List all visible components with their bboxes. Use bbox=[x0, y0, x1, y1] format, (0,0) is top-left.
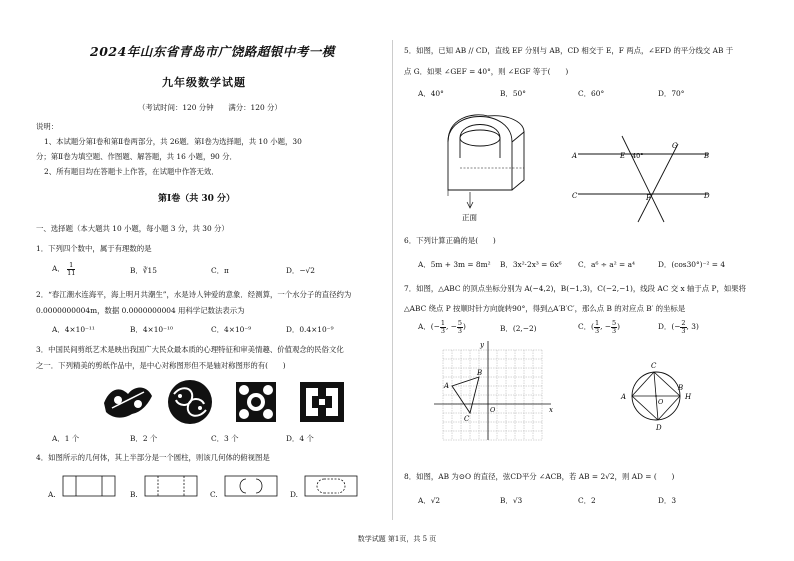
figure-label: H bbox=[685, 393, 692, 401]
q2-line2: 0.0000000004m，数据 0.0000000004 用科学记数法表示为 bbox=[36, 306, 245, 315]
q7-a-n1: 1 bbox=[440, 319, 445, 327]
grid-label: C bbox=[464, 415, 470, 423]
q2-option-a[interactable]: A．4×10⁻¹¹ bbox=[52, 325, 95, 334]
q4-figure-c bbox=[224, 474, 278, 498]
q4-front-label: 正面 bbox=[462, 213, 477, 222]
q1-stem: 1．下列四个数中，属于有理数的是 bbox=[36, 244, 152, 253]
q7-line1: 7．如图，△ABC 的顶点坐标分别为 A(−4,2)，B(−1,3)，C(−2,−1)，线段 AC 交 x 轴于点 P，如果将 bbox=[404, 284, 747, 293]
q7-option-b[interactable]: B．(2,−2) bbox=[500, 324, 537, 333]
exam-subtitle: 九年级数学试题 bbox=[162, 76, 246, 89]
q3-line1: 3．中国民间剪纸艺术是映出我国广大民众最本质的心理特征和审美情趣、价值观念的民俗文化 bbox=[36, 345, 344, 354]
q7-grid-figure bbox=[430, 338, 560, 442]
q3-papercut-figures bbox=[102, 378, 382, 428]
exam-title: 2024年山东省青岛市广饶路超银中考一模 bbox=[90, 44, 335, 59]
papercut-1-icon bbox=[104, 388, 152, 418]
q8-option-b[interactable]: B．√3 bbox=[500, 496, 523, 505]
grid-label: x bbox=[549, 406, 553, 414]
q4-option-c[interactable]: C. bbox=[210, 490, 218, 499]
grid-label: B bbox=[477, 369, 483, 377]
q2-option-b[interactable]: B．4×10⁻¹⁰ bbox=[130, 325, 173, 334]
papercut-4-icon bbox=[300, 382, 344, 422]
figure-label: 40° bbox=[632, 152, 644, 160]
q1-a-den: 11 bbox=[67, 268, 76, 277]
instruction-1: 1、本试题分第Ⅰ卷和第Ⅱ卷两部分，共 26题．第Ⅰ卷为选择题，共 10 小题，30 bbox=[44, 137, 302, 146]
q8-option-a[interactable]: A．√2 bbox=[418, 496, 441, 505]
q4-figure-b bbox=[144, 474, 198, 498]
q7-a-n2: 5 bbox=[457, 319, 462, 327]
q5-option-a[interactable]: A．40° bbox=[418, 89, 444, 98]
q6-option-b[interactable]: B．3x²·2x³ = 6x⁶ bbox=[500, 260, 562, 269]
papercut-3-icon bbox=[236, 382, 276, 422]
q5-line1: 5．如图，已知 AB // CD，直线 EF 分别与 AB，CD 相交于 E，F 两点，∠EFD 的平分线交 AB 于 bbox=[404, 46, 734, 55]
q2-option-d[interactable]: D．0.4×10⁻⁹ bbox=[286, 325, 334, 334]
q3-option-d[interactable]: D．4 个 bbox=[286, 434, 314, 443]
figure-label: G bbox=[672, 142, 678, 150]
q1-a-num: 1 bbox=[67, 262, 75, 270]
q3-option-c[interactable]: C．3 个 bbox=[211, 434, 239, 443]
part-title: 一、选择题（本大题共 10 小题，每小题 3 分，共 30 分） bbox=[36, 224, 229, 233]
q7-c-label: C．( bbox=[578, 322, 594, 331]
q3-option-b[interactable]: B．2 个 bbox=[130, 434, 158, 443]
q7-d-d1: 3 bbox=[681, 326, 686, 335]
instruction-2: 2、所有题目均在答题卡上作答，在试题中作答无效． bbox=[44, 167, 219, 176]
figure-label: E bbox=[620, 152, 626, 160]
papercut-2-icon bbox=[168, 380, 212, 424]
q1-a-label: A． bbox=[52, 264, 65, 273]
figure-label: F bbox=[646, 194, 651, 202]
q8-stem: 8．如图，AB 为⊙O 的直径，弦CD平分 ∠ACB，若 AB = 2√2，则 AD = ( ) bbox=[404, 472, 675, 481]
q1-option-d[interactable]: D．−√2 bbox=[286, 266, 315, 275]
q3-line2: 之一．下列精美的剪纸作品中，是中心对称图形但不是轴对称图形的有( ) bbox=[36, 361, 286, 370]
q1-option-c[interactable]: C．π bbox=[211, 266, 229, 275]
q5-line2: 点 G．如果 ∠GEF = 40°，则 ∠EGF 等于( ) bbox=[404, 67, 569, 76]
figure-label: B bbox=[704, 152, 710, 160]
instructions-label: 说明： bbox=[36, 122, 59, 131]
q7-c-n2: 5 bbox=[611, 319, 617, 327]
exam-info: （考试时间：120 分钟 满分：120 分） bbox=[138, 103, 282, 112]
q1-a-fraction bbox=[67, 262, 75, 276]
q5-option-b[interactable]: B．50° bbox=[500, 89, 526, 98]
q7-option-d[interactable] bbox=[658, 320, 699, 334]
grid-label: y bbox=[480, 341, 484, 349]
q4-figure-d bbox=[304, 474, 358, 498]
q6-stem: 6．下列计算正确的是( ) bbox=[404, 236, 496, 245]
q6-option-a[interactable]: A．5m + 3m = 8m² bbox=[418, 260, 491, 269]
figure-label: B bbox=[678, 384, 684, 392]
q5-figure bbox=[568, 134, 716, 226]
column-divider bbox=[392, 40, 393, 520]
q8-option-c[interactable]: C．2 bbox=[578, 496, 596, 505]
q7-option-c[interactable] bbox=[578, 320, 620, 334]
q7-a-label: A．(− bbox=[418, 322, 440, 331]
figure-label: A bbox=[621, 393, 627, 401]
q7-c-d1: 3 bbox=[594, 326, 600, 335]
figure-label: A bbox=[572, 152, 578, 160]
q7-d-n1: 2 bbox=[681, 319, 686, 327]
q4-option-b[interactable]: B. bbox=[130, 490, 138, 499]
figure-label: D bbox=[704, 192, 710, 200]
q5-option-d[interactable]: D．70° bbox=[658, 89, 685, 98]
q7-a-end: ) bbox=[463, 322, 466, 331]
figure-label: C bbox=[572, 192, 578, 200]
q7-line2: △ABC 绕点 P 按顺时针方向旋转90°，得到△A′B′C′，那么点 B 的对应点 B′ 的坐标是 bbox=[404, 304, 686, 313]
q4-stem: 4．如图所示的几何体，其上半部分是一个圆柱，则该几何体的俯视图是 bbox=[36, 453, 270, 462]
q7-a-d1: 3 bbox=[440, 326, 445, 335]
q5-option-c[interactable]: C．60° bbox=[578, 89, 605, 98]
q3-option-a[interactable]: A．1 个 bbox=[52, 434, 80, 443]
q1-option-b[interactable]: B．∛15 bbox=[130, 266, 157, 275]
q6-option-d[interactable]: D．(cos30°)⁻² = 4 bbox=[658, 260, 726, 269]
q2-line1: 2．“春江潮水连海平，海上明月共潮生”，水是诗人钟爱的意象．经测算，一个水分子的直径约为 bbox=[36, 290, 352, 299]
grid-label: O bbox=[490, 406, 496, 414]
q4-option-d[interactable]: D. bbox=[290, 490, 299, 499]
instruction-1b: 分；第Ⅱ卷为填空题、作图题、解答题，共 16 小题，90 分． bbox=[36, 152, 237, 161]
q7-a-mid: , − bbox=[445, 322, 457, 331]
q7-c-d2: 3 bbox=[611, 326, 617, 335]
q7-c-n1: 1 bbox=[594, 319, 600, 327]
q7-d-label: D．(− bbox=[658, 322, 681, 331]
q4-solid-figure bbox=[430, 108, 540, 226]
q7-option-a[interactable] bbox=[418, 320, 466, 334]
figure-label: D bbox=[656, 424, 662, 432]
q4-figure-a bbox=[62, 474, 116, 498]
q6-option-c[interactable]: C．a⁶ ÷ a² = a⁴ bbox=[578, 260, 635, 269]
grid-label: A bbox=[444, 382, 450, 390]
section-title: 第Ⅰ卷（共 30 分） bbox=[158, 194, 236, 204]
figure-label: O bbox=[658, 398, 664, 406]
q7-c-end: ) bbox=[617, 322, 621, 331]
line-ef bbox=[622, 136, 664, 222]
q2-option-c[interactable]: C．4×10⁻⁹ bbox=[211, 325, 252, 334]
page-footer: 数学试题 第1页，共 5 页 bbox=[357, 535, 437, 543]
q7-d-mid: , 3) bbox=[686, 322, 699, 331]
q7-c-mid: , − bbox=[600, 322, 611, 331]
q7-a-d2: 3 bbox=[457, 326, 462, 335]
q8-option-d[interactable]: D．3 bbox=[658, 496, 677, 505]
q1-option-a[interactable] bbox=[52, 262, 75, 276]
q4-option-a[interactable]: A. bbox=[48, 490, 56, 499]
q8-circle-figure bbox=[616, 358, 696, 434]
figure-label: C bbox=[651, 362, 657, 370]
